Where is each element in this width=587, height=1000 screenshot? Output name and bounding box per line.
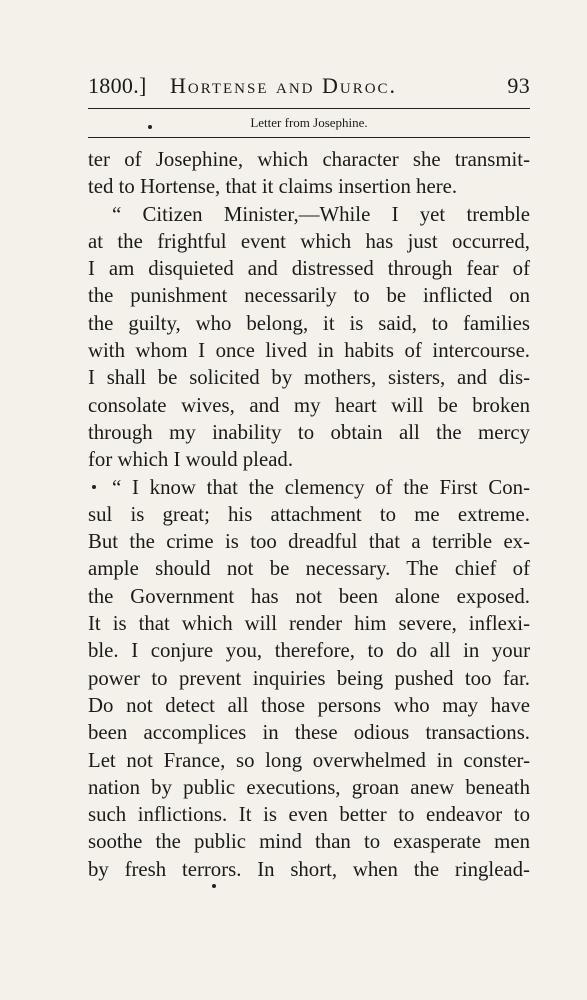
ink-speck bbox=[92, 485, 96, 489]
section-subheading: Letter from Josephine. bbox=[250, 115, 368, 130]
page-number: 93 bbox=[507, 73, 530, 98]
text-line: “ Citizen Minister,—While I yet tremble bbox=[112, 202, 530, 226]
header-title: Hortense and Duroc. bbox=[170, 73, 398, 98]
running-header bbox=[88, 73, 530, 103]
text-line: nation by public executions, groan anew beneath bbox=[88, 775, 530, 799]
text-line: soothe the public mind than to exasperate men bbox=[88, 830, 530, 854]
text-line: consolate wives, and my heart will be broken bbox=[88, 393, 530, 417]
text-line: I shall be solicited by mothers, sisters, and dis- bbox=[88, 366, 530, 390]
body-text bbox=[88, 146, 530, 883]
text-line: with whom I once lived in habits of intercourse. bbox=[88, 339, 530, 363]
text-line: for which I would plead. bbox=[88, 448, 294, 472]
text-line: the Government has not been alone exposed. bbox=[88, 584, 530, 608]
text-line: “ I know that the clemency of the First Con- bbox=[112, 475, 530, 499]
header-rule-top bbox=[88, 108, 530, 109]
text-line: the guilty, who belong, it is said, to families bbox=[88, 311, 530, 335]
text-line: power to prevent inquiries being pushed too far. bbox=[88, 666, 530, 690]
text-line: I am disquieted and distressed through fear of bbox=[88, 257, 530, 281]
text-line: sul is great; his attachment to me extreme. bbox=[88, 502, 530, 526]
text-line: been accomplices in these odious transactions. bbox=[88, 721, 530, 745]
ink-speck bbox=[212, 884, 216, 888]
ink-speck bbox=[148, 125, 152, 129]
text-line: by fresh terrors. In short, when the ringlead- bbox=[88, 857, 530, 881]
text-line: Do not detect all those persons who may have bbox=[88, 693, 530, 717]
text-line: ter of Josephine, which character she transmit- bbox=[88, 148, 530, 171]
text-line: It is that which will render him severe, inflexi- bbox=[88, 612, 530, 636]
text-line: Let not France, so long overwhelmed in conster- bbox=[88, 748, 530, 772]
header-year: 1800.] bbox=[88, 73, 147, 98]
text-line: the punishment necessarily to be inflicted on bbox=[88, 284, 530, 308]
text-line: such inflictions. It is even better to endeavor to bbox=[88, 803, 530, 827]
text-line: But the crime is too dreadful that a terrible ex- bbox=[88, 530, 530, 554]
header-rule-bottom bbox=[88, 137, 530, 138]
text-line: ble. I conjure you, therefore, to do all in your bbox=[88, 639, 530, 663]
text-line: at the frightful event which has just occurred, bbox=[88, 229, 530, 253]
text-line: ted to Hortense, that it claims insertion here. bbox=[88, 175, 458, 199]
text-line: ample should not be necessary. The chief of bbox=[88, 557, 530, 581]
text-line: through my inability to obtain all the mercy bbox=[88, 420, 530, 444]
